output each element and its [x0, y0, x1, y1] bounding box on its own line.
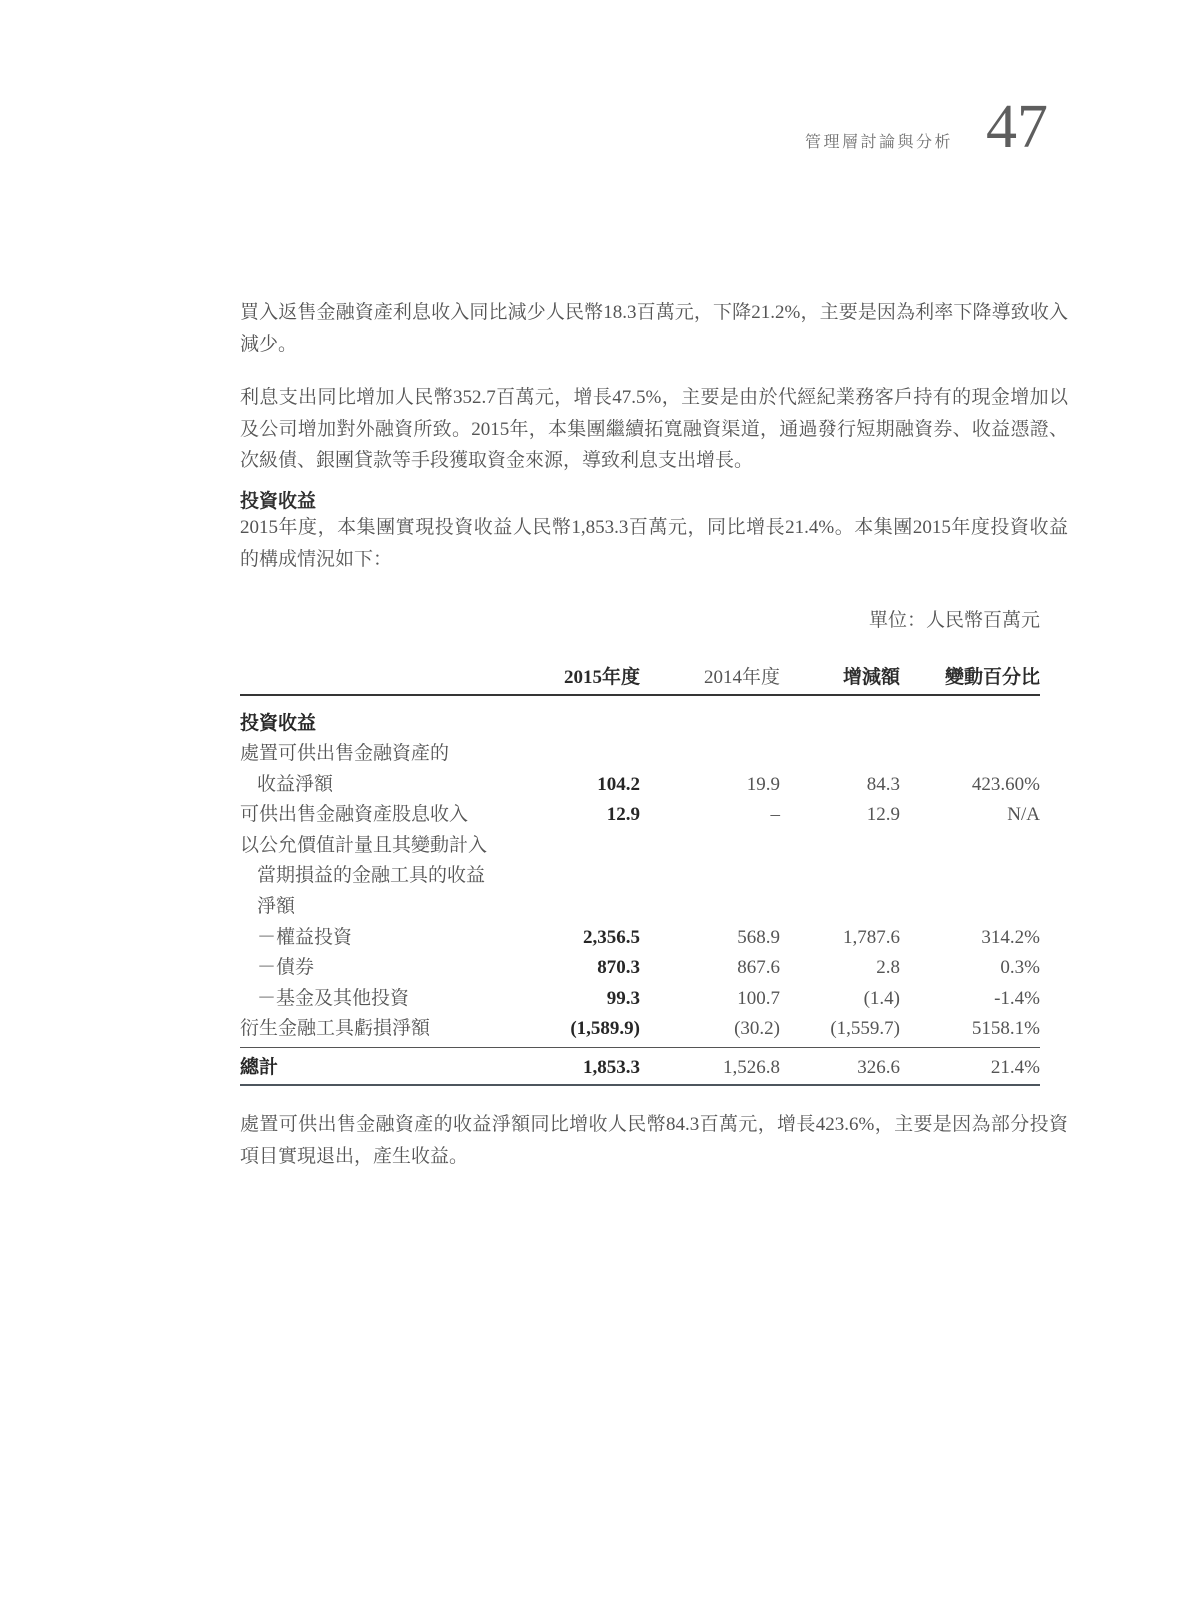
value-change [780, 861, 900, 892]
table-row [240, 800, 1040, 831]
row-label: 處置可供出售金融資產的 [240, 743, 450, 765]
value-2015 [540, 831, 640, 862]
row-label: －基金及其他投資 [257, 987, 410, 1009]
row-label: －權益投資 [257, 926, 353, 948]
value-change-pct [900, 831, 1040, 862]
value-2015: (1,589.9) [570, 1018, 640, 1040]
table-unit-note: 單位：人民幣百萬元 [868, 610, 1040, 631]
value-2015: 2,356.5 [583, 926, 640, 948]
row-label: 可供出售金融資產股息收入 [240, 804, 469, 826]
value-change-pct: 0.3% [1000, 957, 1040, 979]
value-2015 [540, 739, 640, 770]
table-header-row [240, 662, 1040, 696]
paragraph-interest-income: 買入返售金融資產利息收入同比減少人民幣18.3百萬元，下降21.2%，主要是因為利率下降導致收入減少。 [240, 302, 1068, 355]
value-2014 [640, 831, 780, 862]
table-row [240, 892, 1040, 923]
value-2014: 19.9 [746, 773, 780, 795]
table-row [240, 709, 1040, 740]
value-change-pct: 423.60% [971, 773, 1040, 795]
value-change-pct [900, 892, 1040, 923]
section-heading-investment-income: 投資收益 [240, 491, 317, 512]
value-2014: – [770, 804, 780, 826]
value-2015: 12.9 [606, 804, 640, 826]
value-change: 12.9 [866, 804, 900, 826]
column-header-change: 增減額 [842, 667, 900, 688]
value-change [780, 892, 900, 923]
table-row [240, 831, 1040, 862]
row-label: 收益淨額 [257, 773, 334, 795]
table-row [240, 861, 1040, 892]
total-change: 326.6 [857, 1057, 900, 1079]
row-label: 以公允價值計量且其變動計入 [240, 834, 488, 856]
value-change: (1.4) [863, 987, 900, 1009]
value-change [780, 739, 900, 770]
value-2014 [640, 861, 780, 892]
value-2014 [640, 739, 780, 770]
column-header-change-pct: 變動百分比 [944, 667, 1040, 688]
value-2015: 870.3 [597, 957, 640, 979]
table-row [240, 1014, 1040, 1045]
value-2014 [640, 892, 780, 923]
value-2015: 99.3 [606, 987, 640, 1009]
value-change-pct: N/A [1007, 804, 1040, 826]
total-2015: 1,853.3 [583, 1057, 640, 1079]
value-2015 [540, 892, 640, 923]
value-change [780, 831, 900, 862]
value-2014: 568.9 [737, 926, 780, 948]
value-2015: 104.2 [597, 773, 640, 795]
investment-income-table [240, 662, 1040, 1086]
column-header-2015: 2015年度 [563, 667, 640, 688]
page-number: 47 [986, 93, 1048, 161]
chapter-title: 管理層討論與分析 [804, 134, 953, 151]
value-2014 [640, 709, 780, 740]
value-change-pct: 314.2% [981, 926, 1040, 948]
table-row [240, 953, 1040, 984]
value-2014: (30.2) [734, 1018, 780, 1040]
table-total-row [240, 1047, 1040, 1086]
table-row [240, 770, 1040, 801]
column-header-2014: 2014年度 [703, 667, 780, 688]
table-body [240, 696, 1040, 1048]
value-change: 84.3 [866, 773, 900, 795]
table-row [240, 923, 1040, 954]
row-label: 衍生金融工具虧損淨額 [240, 1018, 431, 1040]
value-change: 2.8 [876, 957, 900, 979]
value-change [780, 709, 900, 740]
row-label: 投資收益 [240, 712, 317, 734]
value-change-pct [900, 739, 1040, 770]
total-2014: 1,526.8 [723, 1057, 780, 1079]
value-change: 1,787.6 [843, 926, 900, 948]
row-label: 當期損益的金融工具的收益 [257, 865, 486, 887]
value-change-pct [900, 861, 1040, 892]
total-change-pct: 21.4% [990, 1057, 1040, 1079]
value-change-pct [900, 709, 1040, 740]
paragraph-investment-intro: 2015年度，本集團實現投資收益人民幣1,853.3百萬元，同比增長21.4%。本集團2015年度投資收益的構成情況如下： [240, 517, 1068, 570]
value-change-pct: 5158.1% [971, 1018, 1040, 1040]
row-label: 淨額 [257, 896, 296, 918]
value-2014: 867.6 [737, 957, 780, 979]
value-2015 [540, 861, 640, 892]
header-spacer [240, 662, 540, 694]
value-change-pct: -1.4% [994, 987, 1040, 1009]
paragraph-interest-expense: 利息支出同比增加人民幣352.7百萬元，增長47.5%，主要是由於代經紀業務客戶持有的現金增加以及公司增加對外融資所致。2015年，本集團繼續拓寬融資渠道，通過發行短期融資券、收益憑證、次級債、銀團貸款等手段獲取資金來源，導致利息支出增長。 [240, 387, 1068, 471]
value-2014: 100.7 [737, 987, 780, 1009]
table-row [240, 984, 1040, 1015]
paragraph-disposal-gain: 處置可供出售金融資產的收益淨額同比增收人民幣84.3百萬元，增長423.6%，主要是因為部分投資項目實現退出，產生收益。 [240, 1114, 1068, 1167]
row-label: －債券 [257, 957, 315, 979]
value-change: (1,559.7) [830, 1018, 900, 1040]
running-head [804, 93, 1048, 161]
value-2015 [540, 709, 640, 740]
total-label: 總計 [240, 1057, 279, 1079]
table-row [240, 739, 1040, 770]
